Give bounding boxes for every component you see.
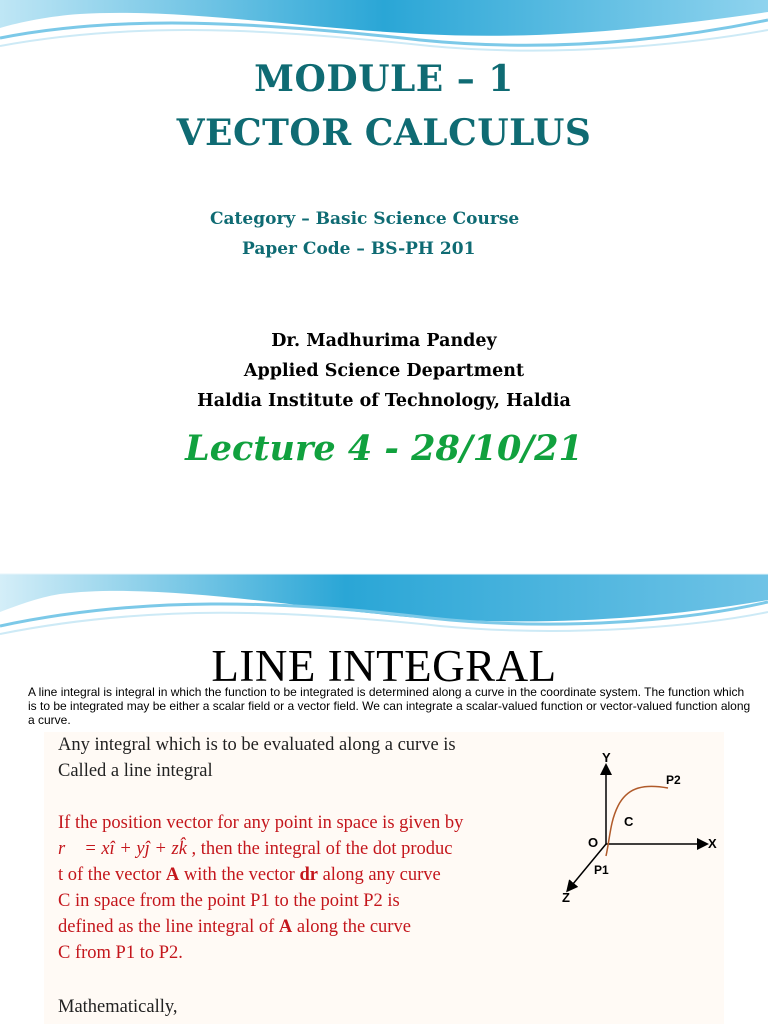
curve-c [606,786,668,856]
curve-label: C [624,814,634,829]
module-number: MODULE – 1 [254,58,514,100]
slide-title: LINE INTEGRAL [211,641,557,691]
para2-line1: If the position vector for any point in space is given by [58,813,464,833]
mathematically-label: Mathematically, [58,997,178,1017]
course-info [210,204,519,264]
origin-label: O [588,835,599,850]
lecture-heading: Lecture 4 - 28/10/21 [185,428,583,469]
line-integral-slide [0,560,768,1024]
vector-dr-bold: dr [299,865,318,885]
z-axis-label: Z [562,890,570,904]
intro-paragraph: A line integral is integral in which the function to be integrated is determined along a curve in the coordinate system. The function which is to be integrated may be either a scalar field or a vector field. We can integrate a scalar-valued function or vector-valued function along a curve. [28,685,751,727]
department-name: Applied Science Department [243,361,525,381]
para2-line3-a: t of the vector [58,865,166,885]
para1-line1: Any integral which is to be evaluated along a curve is [58,735,456,755]
para2-line5-a: defined as the line integral of [58,917,279,937]
para2-line2-text: , then the integral of the dot produc [186,839,453,859]
module-title [0,52,768,160]
para2-line2 [58,836,463,862]
author-block [0,326,768,416]
para2-line3 [58,862,463,888]
author-name: Dr. Madhurima Pandey [271,331,497,351]
definition-intro [58,732,456,784]
para2-line3-e: along any curve [317,865,441,885]
wave-banner-graphic [0,0,768,60]
category-text: Category – Basic Science Course [210,209,520,229]
para2-line3-c: with the vector [179,865,300,885]
para2-line6: C from P1 to P2. [58,943,183,963]
y-axis-label: Y [602,750,611,765]
wave-banner-graphic [0,560,768,636]
position-vector-formula: r⃗ = xî + yĵ + zk̂ [58,839,187,859]
vector-a-bold: A [165,865,180,885]
para1-line2: Called a line integral [58,761,213,781]
x-axis-label: X [708,836,717,851]
institute-name: Haldia Institute of Technology, Haldia [197,391,571,411]
coordinate-diagram [556,744,726,904]
p1-label: P1 [594,863,609,877]
paper-code-text: Paper Code – BS-PH 201 [242,239,476,259]
definition-paragraph [58,810,463,966]
para2-line5 [58,914,463,940]
p2-label: P2 [666,773,681,787]
para2-line5-c: along the curve [292,917,411,937]
para2-line4: C in space from the point P1 to the point P2 is [58,891,400,911]
vector-a-bold-2: A [278,917,293,937]
module-subject: VECTOR CALCULUS [176,112,592,154]
